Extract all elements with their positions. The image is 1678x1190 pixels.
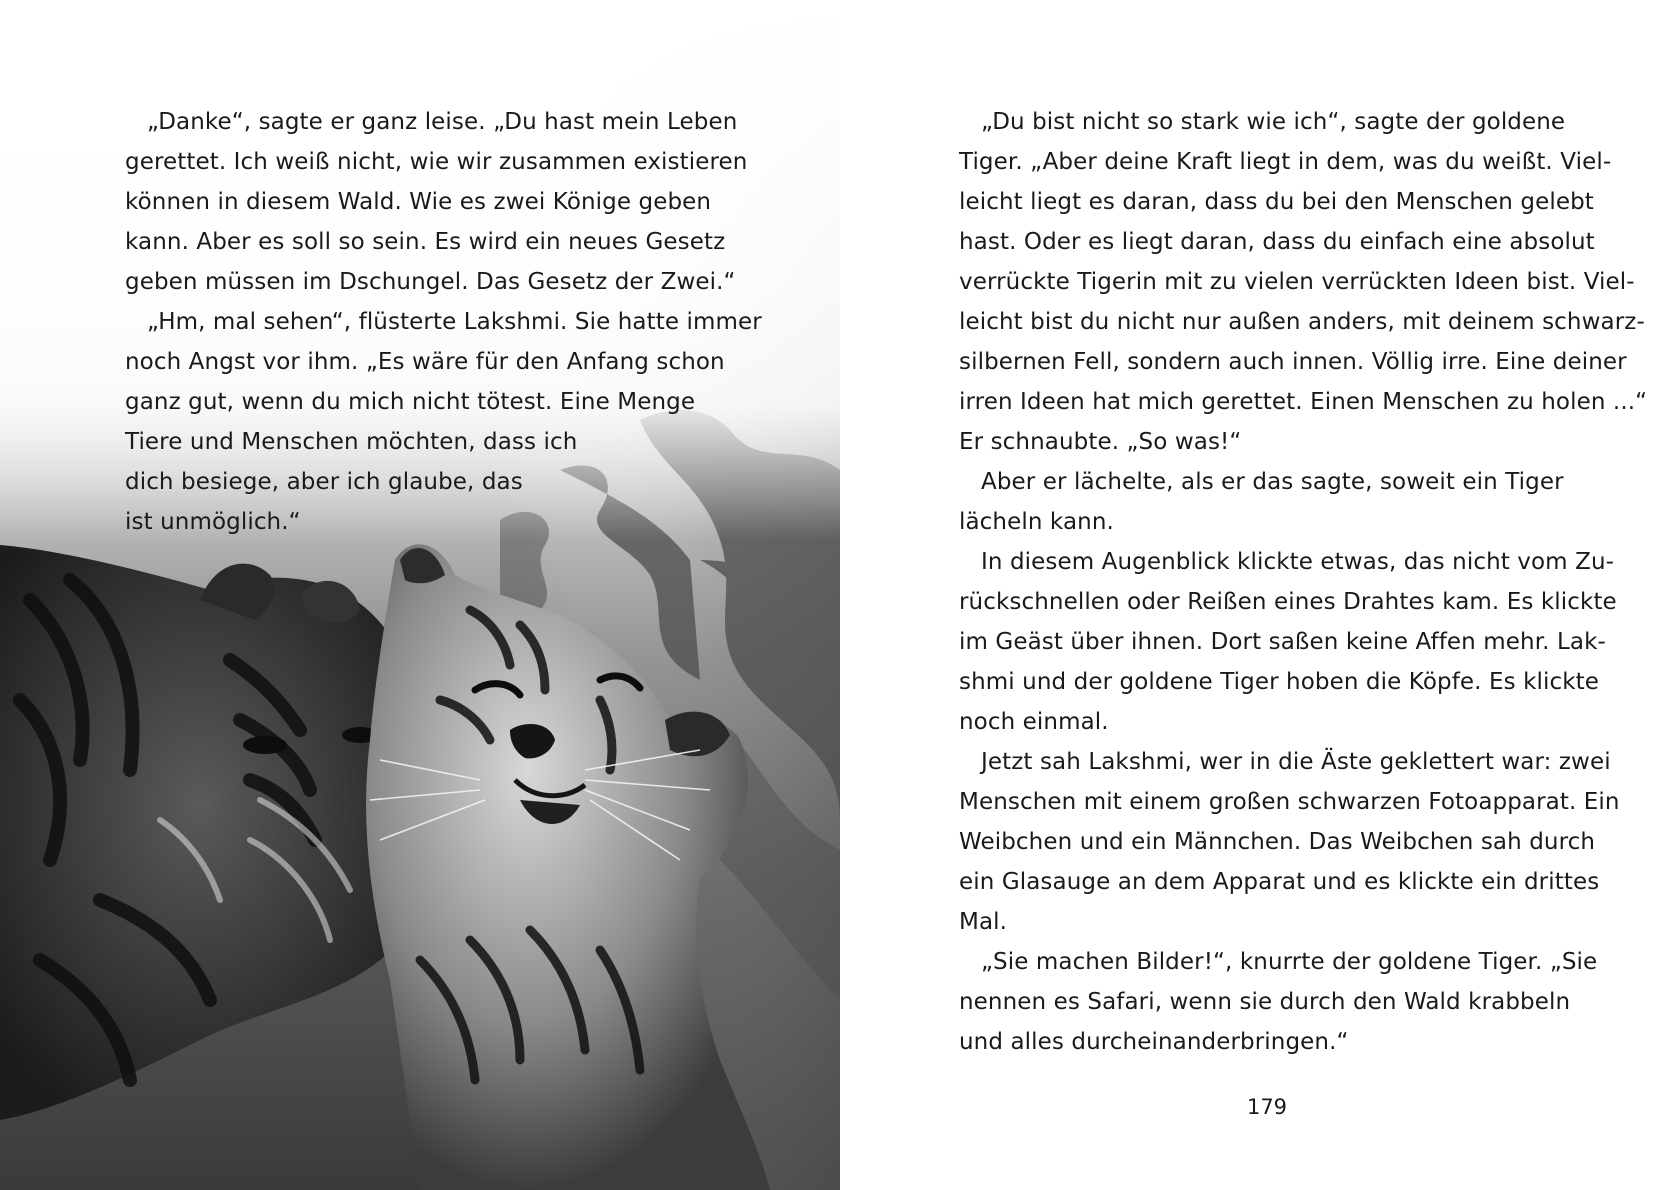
- text-line: irren Ideen hat mich gerettet. Einen Menschen zu holen ...“: [959, 389, 1648, 415]
- text-line: Weibchen und ein Männchen. Das Weibchen sah durch: [959, 829, 1596, 855]
- text-line: Menschen mit einem großen schwarzen Fotoapparat. Ein: [959, 789, 1620, 815]
- text-line: im Geäst über ihnen. Dort saßen keine Affen mehr. Lak-: [959, 629, 1606, 655]
- text-line: hast. Oder es liegt daran, dass du einfach eine absolut: [959, 229, 1595, 255]
- text-line: lächeln kann.: [959, 509, 1114, 535]
- right-page: [840, 0, 1678, 1190]
- text-line: und alles durcheinanderbringen.“: [959, 1029, 1349, 1055]
- text-line: Er schnaubte. „So was!“: [959, 429, 1242, 455]
- text-line: „Hm, mal sehen“, flüsterte Lakshmi. Sie hatte immer: [147, 309, 762, 335]
- text-line: kann. Aber es soll so sein. Es wird ein neues Gesetz: [125, 229, 726, 255]
- text-line: „Sie machen Bilder!“, knurrte der goldene Tiger. „Sie: [981, 949, 1598, 975]
- text-line: geben müssen im Dschungel. Das Gesetz der Zwei.“: [125, 269, 736, 295]
- page-number: 179: [1246, 1095, 1288, 1119]
- text-line: „Du bist nicht so stark wie ich“, sagte der goldene: [981, 109, 1566, 135]
- text-line: verrückte Tigerin mit zu vielen verrückten Ideen bist. Viel-: [959, 269, 1635, 295]
- text-line: ein Glasauge an dem Apparat und es klickte ein drittes: [959, 869, 1600, 895]
- left-page-text: [125, 102, 762, 542]
- text-line: ist unmöglich.“: [125, 509, 301, 535]
- text-line: noch Angst vor ihm. „Es wäre für den Anfang schon: [125, 349, 725, 375]
- text-line: Jetzt sah Lakshmi, wer in die Äste geklettert war: zwei: [981, 749, 1611, 775]
- text-line: „Danke“, sagte er ganz leise. „Du hast mein Leben: [147, 109, 738, 135]
- text-line: Aber er lächelte, als er das sagte, soweit ein Tiger: [981, 469, 1564, 495]
- right-page-text: [959, 102, 1648, 1062]
- text-line: leicht liegt es daran, dass du bei den Menschen gelebt: [959, 189, 1594, 215]
- text-line: Mal.: [959, 909, 1008, 935]
- text-line: dich besiege, aber ich glaube, das: [125, 469, 523, 495]
- text-line: Tiere und Menschen möchten, dass ich: [125, 429, 578, 455]
- text-line: silbernen Fell, sondern auch innen. Völlig irre. Eine deiner: [959, 349, 1627, 375]
- text-line: Tiger. „Aber deine Kraft liegt in dem, was du weißt. Viel-: [959, 149, 1612, 175]
- text-line: noch einmal.: [959, 709, 1109, 735]
- text-line: nennen es Safari, wenn sie durch den Wald krabbeln: [959, 989, 1571, 1015]
- text-line: können in diesem Wald. Wie es zwei Könige geben: [125, 189, 712, 215]
- text-line: shmi und der goldene Tiger hoben die Köpfe. Es klickte: [959, 669, 1600, 695]
- text-line: ganz gut, wenn du mich nicht tötest. Eine Menge: [125, 389, 696, 415]
- text-line: In diesem Augenblick klickte etwas, das nicht vom Zu-: [981, 549, 1615, 575]
- text-line: leicht bist du nicht nur außen anders, mit deinem schwarz-: [959, 309, 1645, 335]
- text-line: rückschnellen oder Reißen eines Drahtes kam. Es klickte: [959, 589, 1617, 615]
- text-line: gerettet. Ich weiß nicht, wie wir zusammen existieren: [125, 149, 748, 175]
